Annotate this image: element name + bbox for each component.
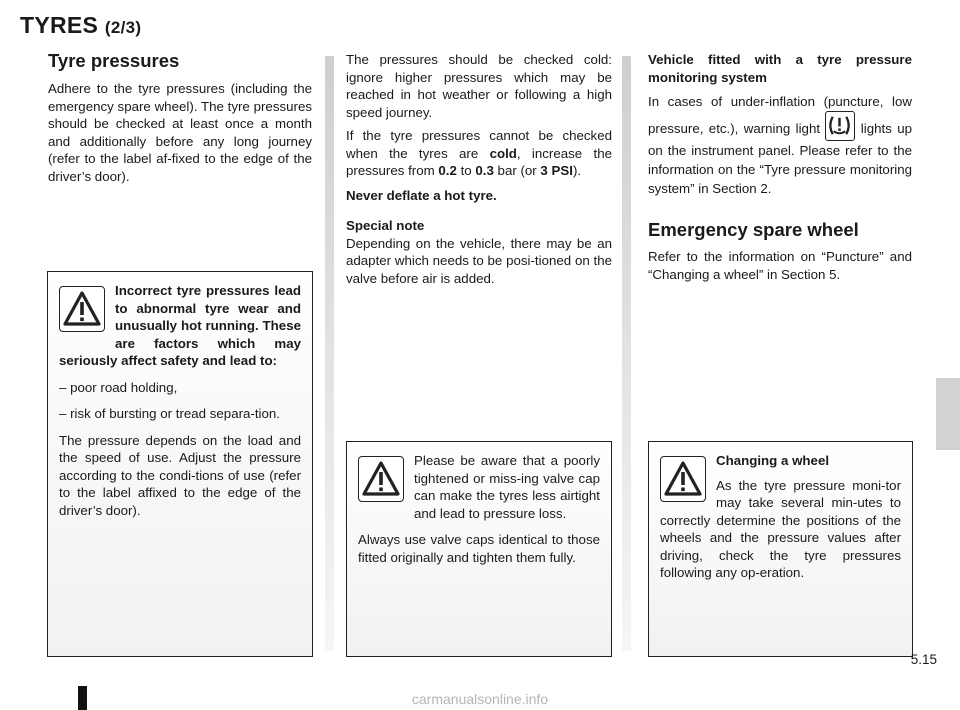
warning-triangle-icon (358, 456, 404, 502)
warning-box-tyre-pressure (47, 271, 313, 657)
changing-wheel-text: As the tyre pressure moni-tor may take several min-utes to correctly determine the positions of the wheels and the pressure values after driving, check the tyre pressures following any op-eration. (660, 477, 901, 580)
column-divider-right (622, 56, 631, 651)
warning-item-road-holding: – poor road holding, (59, 379, 178, 395)
changing-wheel-title: Changing a wheel (716, 453, 830, 468)
column-1 (48, 50, 312, 185)
valve-cap-text: Please be aware that a poorly tightened or miss-ing valve cap can make the tyres less airtight and lead to pressure loss. (414, 453, 600, 521)
tpms-title: Vehicle fitted with a tyre pressure monitoring system (648, 52, 912, 85)
special-note-title: Special note (346, 218, 425, 233)
pressure-adjust-text: If the tyre pressures cannot be checked when the tyres are cold, increase the pressures from 0.2 to 0.3 bar (or 3 PSI). (346, 128, 612, 178)
watermark: carmanualsonline.info (411, 691, 549, 707)
title-text: TYRES (20, 12, 99, 38)
warning-triangle-icon (660, 456, 706, 502)
warning-intro-text: Incorrect tyre pressures lead to abnormal tyre wear and unusually hot running. These are factors which may seriously affect safety and lead to: (59, 283, 301, 368)
tyre-pressure-warning-icon (825, 111, 855, 141)
cold-check-text: The pressures should be checked cold: ignore higher pressures which may be reached in hot weather or following a high speed journey. (346, 52, 612, 120)
valve-cap-advice: Always use valve caps identical to those fitted originally and tighten them fully. (358, 532, 600, 565)
title-subtitle: (2/3) (104, 18, 142, 37)
warning-box-valve-cap (346, 441, 612, 657)
tyre-pressures-text: Adhere to the tyre pressures (including the emergency spare wheel). The tyre pressures should be checked at least once a month and additionally before any long journey (refer to the label af-fixed to the edge of the driver’s door). (48, 81, 312, 184)
column-3 (648, 51, 912, 283)
column-2 (346, 51, 612, 287)
tyre-pressures-heading: Tyre pressures (48, 50, 180, 71)
column-divider-left (325, 56, 334, 651)
special-note-text: Depending on the vehicle, there may be an adapter which needs to be posi-tioned on the valve before air is added. (346, 235, 612, 286)
spare-wheel-heading: Emergency spare wheel (648, 219, 859, 240)
warning-box-changing-wheel (648, 441, 913, 657)
warning-outro-text: The pressure depends on the load and the speed of use. Adjust the pressure according to the condi-tions of use (refer to the label affixed to the edge of the driver’s door). (59, 432, 301, 518)
never-deflate-text: Never deflate a hot tyre. (346, 187, 497, 203)
page-title (20, 12, 141, 39)
tpms-text: In cases of under-inflation (puncture, low pressure, etc.), warning light lights up on the instrument panel. Please refer to the information on the “Tyre pressure monitoring system” in Section 2. (648, 94, 912, 196)
warning-item-bursting: – risk of bursting or tread separa-tion. (59, 406, 280, 421)
warning-triangle-icon (59, 286, 105, 332)
spare-wheel-text: Refer to the information on “Puncture” and “Changing a wheel” in Section 5. (648, 249, 912, 282)
section-tab (936, 378, 960, 450)
page-number: 5.15 (910, 652, 937, 667)
